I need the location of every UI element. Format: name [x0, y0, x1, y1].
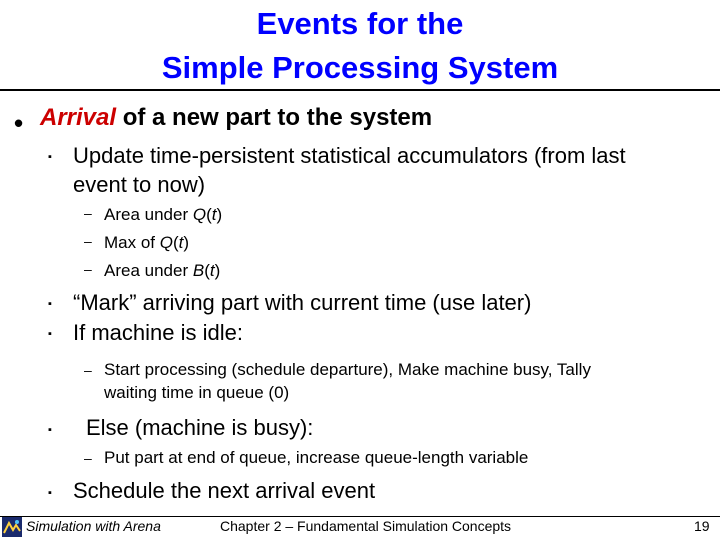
square-marker: ▪ — [48, 298, 52, 310]
square-marker: ▪ — [48, 487, 52, 499]
title-divider — [0, 89, 720, 91]
dash-marker: – — [84, 233, 92, 249]
heading-emphasis: Arrival — [40, 104, 117, 131]
heading-arrival — [40, 104, 432, 132]
sub-max-q: Max of Q(t) — [104, 233, 190, 252]
footer-page-number: 19 — [694, 518, 710, 534]
heading-rest: of a new part to the system — [116, 104, 433, 131]
dash-marker: – — [84, 362, 92, 378]
item-mark-part: “Mark” arriving part with current time (use later) — [73, 290, 532, 315]
square-marker: ▪ — [48, 328, 52, 340]
slide-title-line2: Simple Processing System — [161, 50, 559, 85]
footer-divider — [0, 516, 720, 517]
sub-area-b: Area under B(t) — [104, 261, 221, 280]
sub-start-processing-line1: Start processing (schedule departure), Make machine busy, Tally — [104, 360, 591, 379]
item-update-line2: event to now) — [73, 172, 206, 197]
sub-put-part: Put part at end of queue, increase queue-length variable — [104, 448, 529, 467]
item-machine-idle: If machine is idle: — [73, 320, 243, 345]
footer-chapter: Chapter 2 – Fundamental Simulation Concepts — [220, 518, 512, 534]
arena-logo-icon — [2, 517, 22, 537]
bullet-marker: • — [14, 108, 24, 138]
dash-marker: – — [84, 205, 92, 221]
slide-title-line1: Events for the — [256, 6, 464, 41]
dash-marker: – — [84, 261, 92, 277]
sub-start-processing-line2: waiting time in queue (0) — [104, 383, 290, 402]
item-machine-busy: Else (machine is busy): — [86, 415, 314, 440]
square-marker: ▪ — [48, 151, 52, 163]
sub-area-q: Area under Q(t) — [104, 205, 223, 224]
square-marker: ▪ — [48, 424, 52, 436]
item-update-line1: Update time-persistent statistical accumulators (from last — [73, 143, 626, 168]
item-schedule-arrival: Schedule the next arrival event — [73, 478, 376, 503]
dash-marker: – — [84, 450, 92, 466]
footer-book-title: Simulation with Arena — [26, 518, 161, 534]
